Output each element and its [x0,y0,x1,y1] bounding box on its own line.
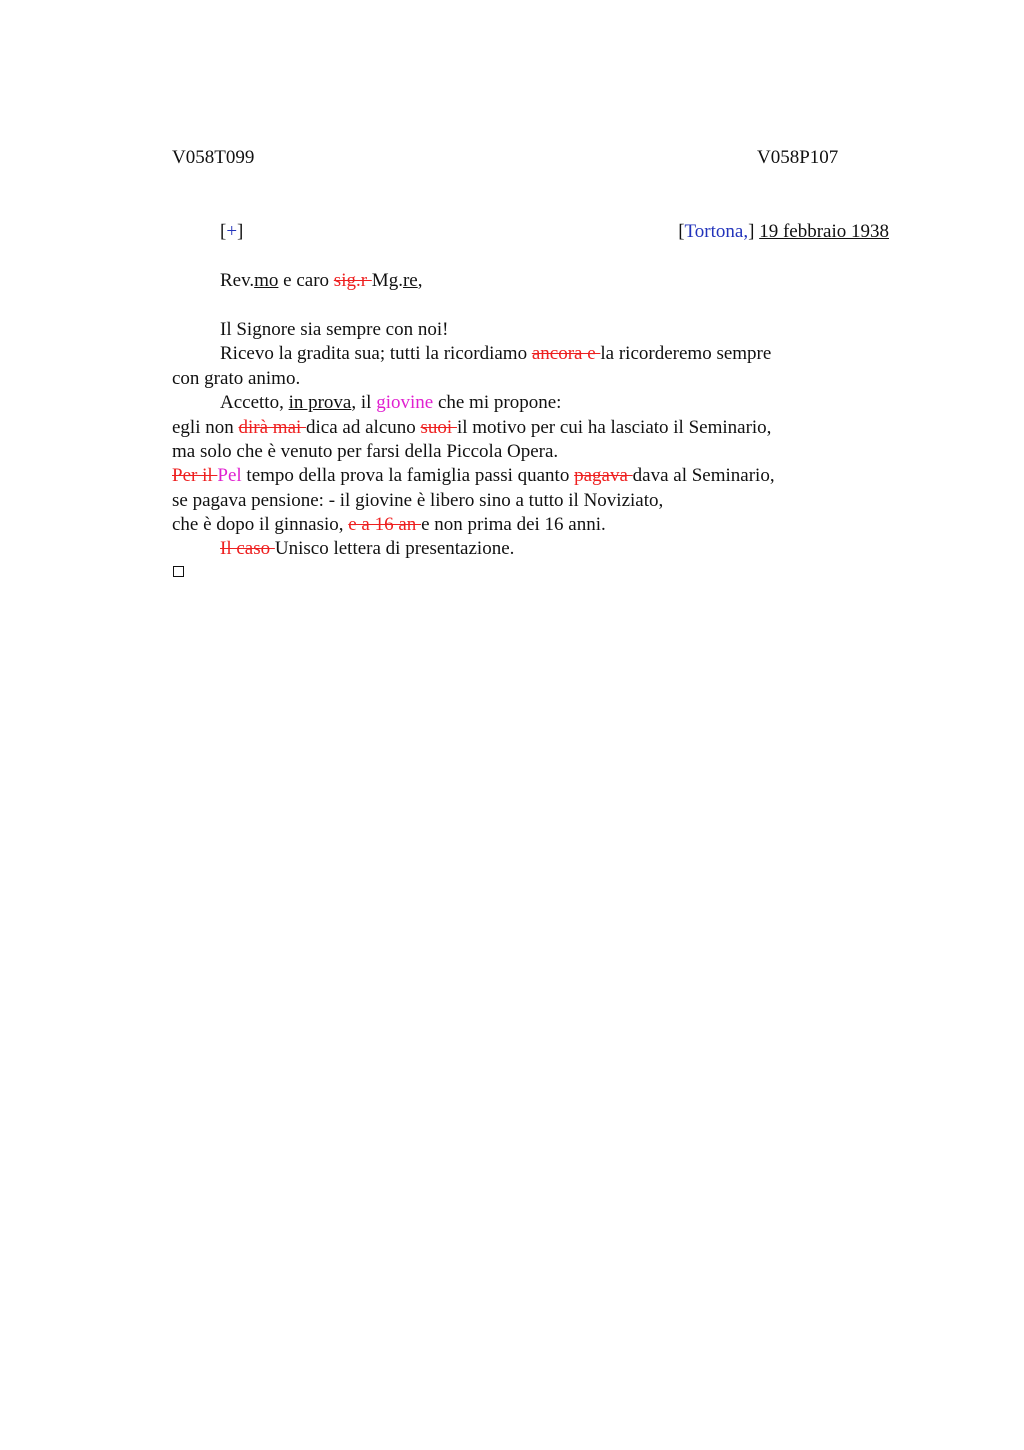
paragraph-line: Per il Pel tempo della prova la famiglia passi quanto pagava dava al Seminario, [172,465,775,486]
deleted-text: ancora e [531,343,601,364]
place-date-line: [Tortona,] 19 febbraio 1938 [678,221,889,242]
letter-date: 19 febbraio 1938 [759,221,889,242]
paragraph-line: se pagava pensione: - il giovine è libero sino a tutto il Noviziato, [172,490,664,511]
deleted-text: suoi [420,417,457,438]
deleted-text: sig.r [333,270,372,291]
paragraph-line: con grato animo. [172,368,301,389]
paragraph-greeting: Il Signore sia sempre con noi! [220,319,449,340]
paragraph-line: ma solo che è venuto per farsi della Piccola Opera. [172,441,559,462]
paragraph-line: egli non dirà mai dica ad alcuno suoi il motivo per cui ha lasciato il Seminario, [172,417,772,438]
deleted-text: Il caso [220,538,275,559]
end-square-icon [173,566,184,577]
deleted-text: e a 16 an [348,514,422,535]
deleted-text: pagava [574,465,633,486]
salutation: Rev.mo e caro sig.r Mg.re, [220,270,423,291]
left-reference-code: V058T099 [172,147,255,168]
paragraph-line: Ricevo la gradita sua; tutti la ricordiamo ancora e la ricorderemo sempre [220,343,772,364]
place-name: Tortona, [684,221,749,242]
deleted-text: dirà mai [238,417,307,438]
editorial-mark: [+] [220,221,244,242]
right-reference-code: V058P107 [757,147,839,168]
paragraph-line: Accetto, in prova, il giovine che mi propone: [220,392,562,413]
paragraph-line: Il caso Unisco lettera di presentazione. [220,538,515,559]
underlined-text: in prova [288,392,352,413]
inserted-text: giovine [376,392,434,413]
paragraph-line: che è dopo il ginnasio, e a 16 an e non prima dei 16 anni. [172,514,606,535]
inserted-text: Pel [217,465,242,486]
deleted-text: Per il [172,465,218,486]
editorial-plus: + [226,221,238,242]
